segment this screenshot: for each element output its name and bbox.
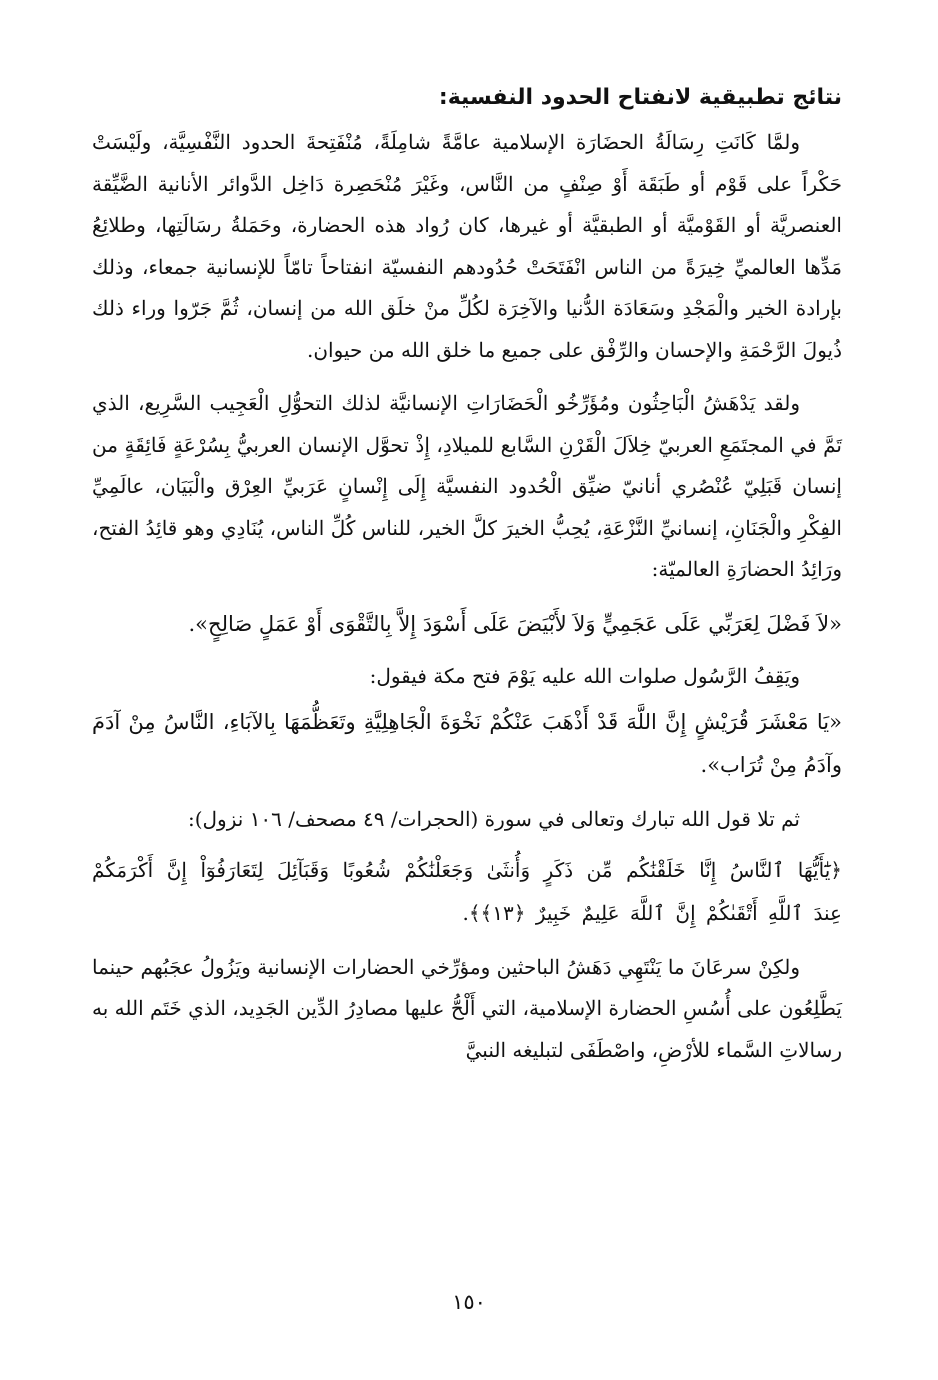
paragraph-5: ولكِنْ سرعَانَ ما يَنْتَهِي دَهَشُ الباحثين ومؤرِّخي الحضارات الإنسانية ويَزُولُ عجَبُهم حينما يَطَّلِعُون على أُسُسِ الحضارة الإسلامية، التي أَلْحُّ عليها مصادِرُ الدِّين الجَدِيد، الذي خَتَم الله به رسالاتِ السَّماء للأرْضِ، واصْطَفَى لتبليغه النبيَّ xyxy=(92,954,842,1062)
book-page xyxy=(92,78,842,1308)
quran-verse: ﴿يَٰٓأَيُّهَا ٱلنَّاسُ إِنَّا خَلَقْنَٰكُم مِّن ذَكَرٍ وَأُنثَىٰ وَجَعَلْنَٰكُمْ شُعُوبًا وَقَبَآئِلَ لِتَعَارَفُوٓاْ إِنَّ أَكْرَمَكُمْ عِندَ ٱللَّهِ أَتْقَىٰكُمْ إِنَّ ٱللَّهَ عَلِيمٌ خَبِيرٌ ﴿١٣﴾﴾. xyxy=(92,857,842,925)
hadith-quote-1: «لاَ فَضْلَ لِعَرَبِّي عَلَى عَجَمِيٍّ وَلاَ لأَبْيَضَ عَلَى أَسْوَدَ إِلاَّ بِالتَّقْوَى أَوْ عَمَلٍ صَالِحٍ». xyxy=(188,611,842,636)
paragraph-1: ولمَّا كَانَتِ رِسَالَةُ الحضَارَة الإسلامية عامَّةً شامِلَةً، مُنْفَتِحةَ الحدود النَّفْسِيَّة، ولَيْسَتْ حَكْراً على قَوْم أو طَبَقَة أَوْ صِنْفٍ من النَّاس، وغَيْرَ مُنْحَصِرة دَاخِل الدَّوائر الأنانية الضَّيِّقة العنصريَّة أو القَوْميَّة أو الطبقيَّة أو غيرها، كان رُواد هذه الحضارة، وحَمَلةُ رسَالَتِها، وطلائِعُ مَدِّها العالميِّ خِيرَةً من الناس انْفَتَحَتْ حُدُودهم النفسيّة انفتاحاً تامّاً للإنسانية جمعاء، وذلك بإرادة الخير والْمَجْدِ وسَعَادَة الدُّنيا والآخِرَة لكُلِّ منْ خلَق الله من إنسان، ثُمَّ جَرّوا وراء ذلك ذُيولَ الرَّحْمَةِ والإحسان والرِّفْق على جميع ما خلق الله من حيوان. xyxy=(92,130,842,362)
paragraph-3: ويَقِفُ الرَّسُول صلوات الله عليه يَوْمَ فتح مكة فيقول: xyxy=(369,663,800,688)
hadith-quote-2: «يَا مَعْشَرَ قُرَيْشٍ إِنَّ اللَّهَ قَدْ أَذْهَبَ عَنْكُمْ نَخْوَةَ الْجَاهِلِيَّةِ وتَعَظُّمَهَا بِالآبَاءِ، النَّاسُ مِنْ آدَمَ وآدَمُ مِنْ تُرَاب». xyxy=(92,710,842,777)
paragraph-4: ثم تلا قول الله تبارك وتعالى في سورة (الحجرات/ ٤٩ مصحف/ ١٠٦ نزول): xyxy=(187,807,800,831)
paragraph-2: ولقد يَدْهَشُ الْبَاحِثُون ومُؤَرِّخُو الْحَضَارَاتِ الإنسانيَّة لذلك التحوُّلِ الْعَجِيب السَّرِيع، الذي تَمَّ في المجتَمَعِ العربيّ خِلاَلَ الْقَرْنِ السَّابع للميلادِ، إِذْ تحوَّل الإنسان العربيُّ بِسُرْعَةٍ فَائِقَةٍ من إنسان قَبَلِيّ عُنْصُري أنانيّ ضيِّق الْحُدود النفسيَّة إِلَى إِنْسانٍ عَرَبيِّ العِرْق والْبَيَان، عالَمِيِّ الفِكْرِ والْجَنَانِ، إنسانيِّ النَّزْعَةِ، يُحِبُّ الخيرَ كلَّ الخير، للناس كُلِّ الناس، يُنَادِي وهو قائِدُ الفتح، ورَائِدُ الحضارَةِ العالميّة: xyxy=(92,391,842,581)
page-number: ١٥٠ xyxy=(452,1290,486,1314)
section-heading: نتائج تطبيقية لانفتاح الحدود النفسية: xyxy=(438,85,842,110)
